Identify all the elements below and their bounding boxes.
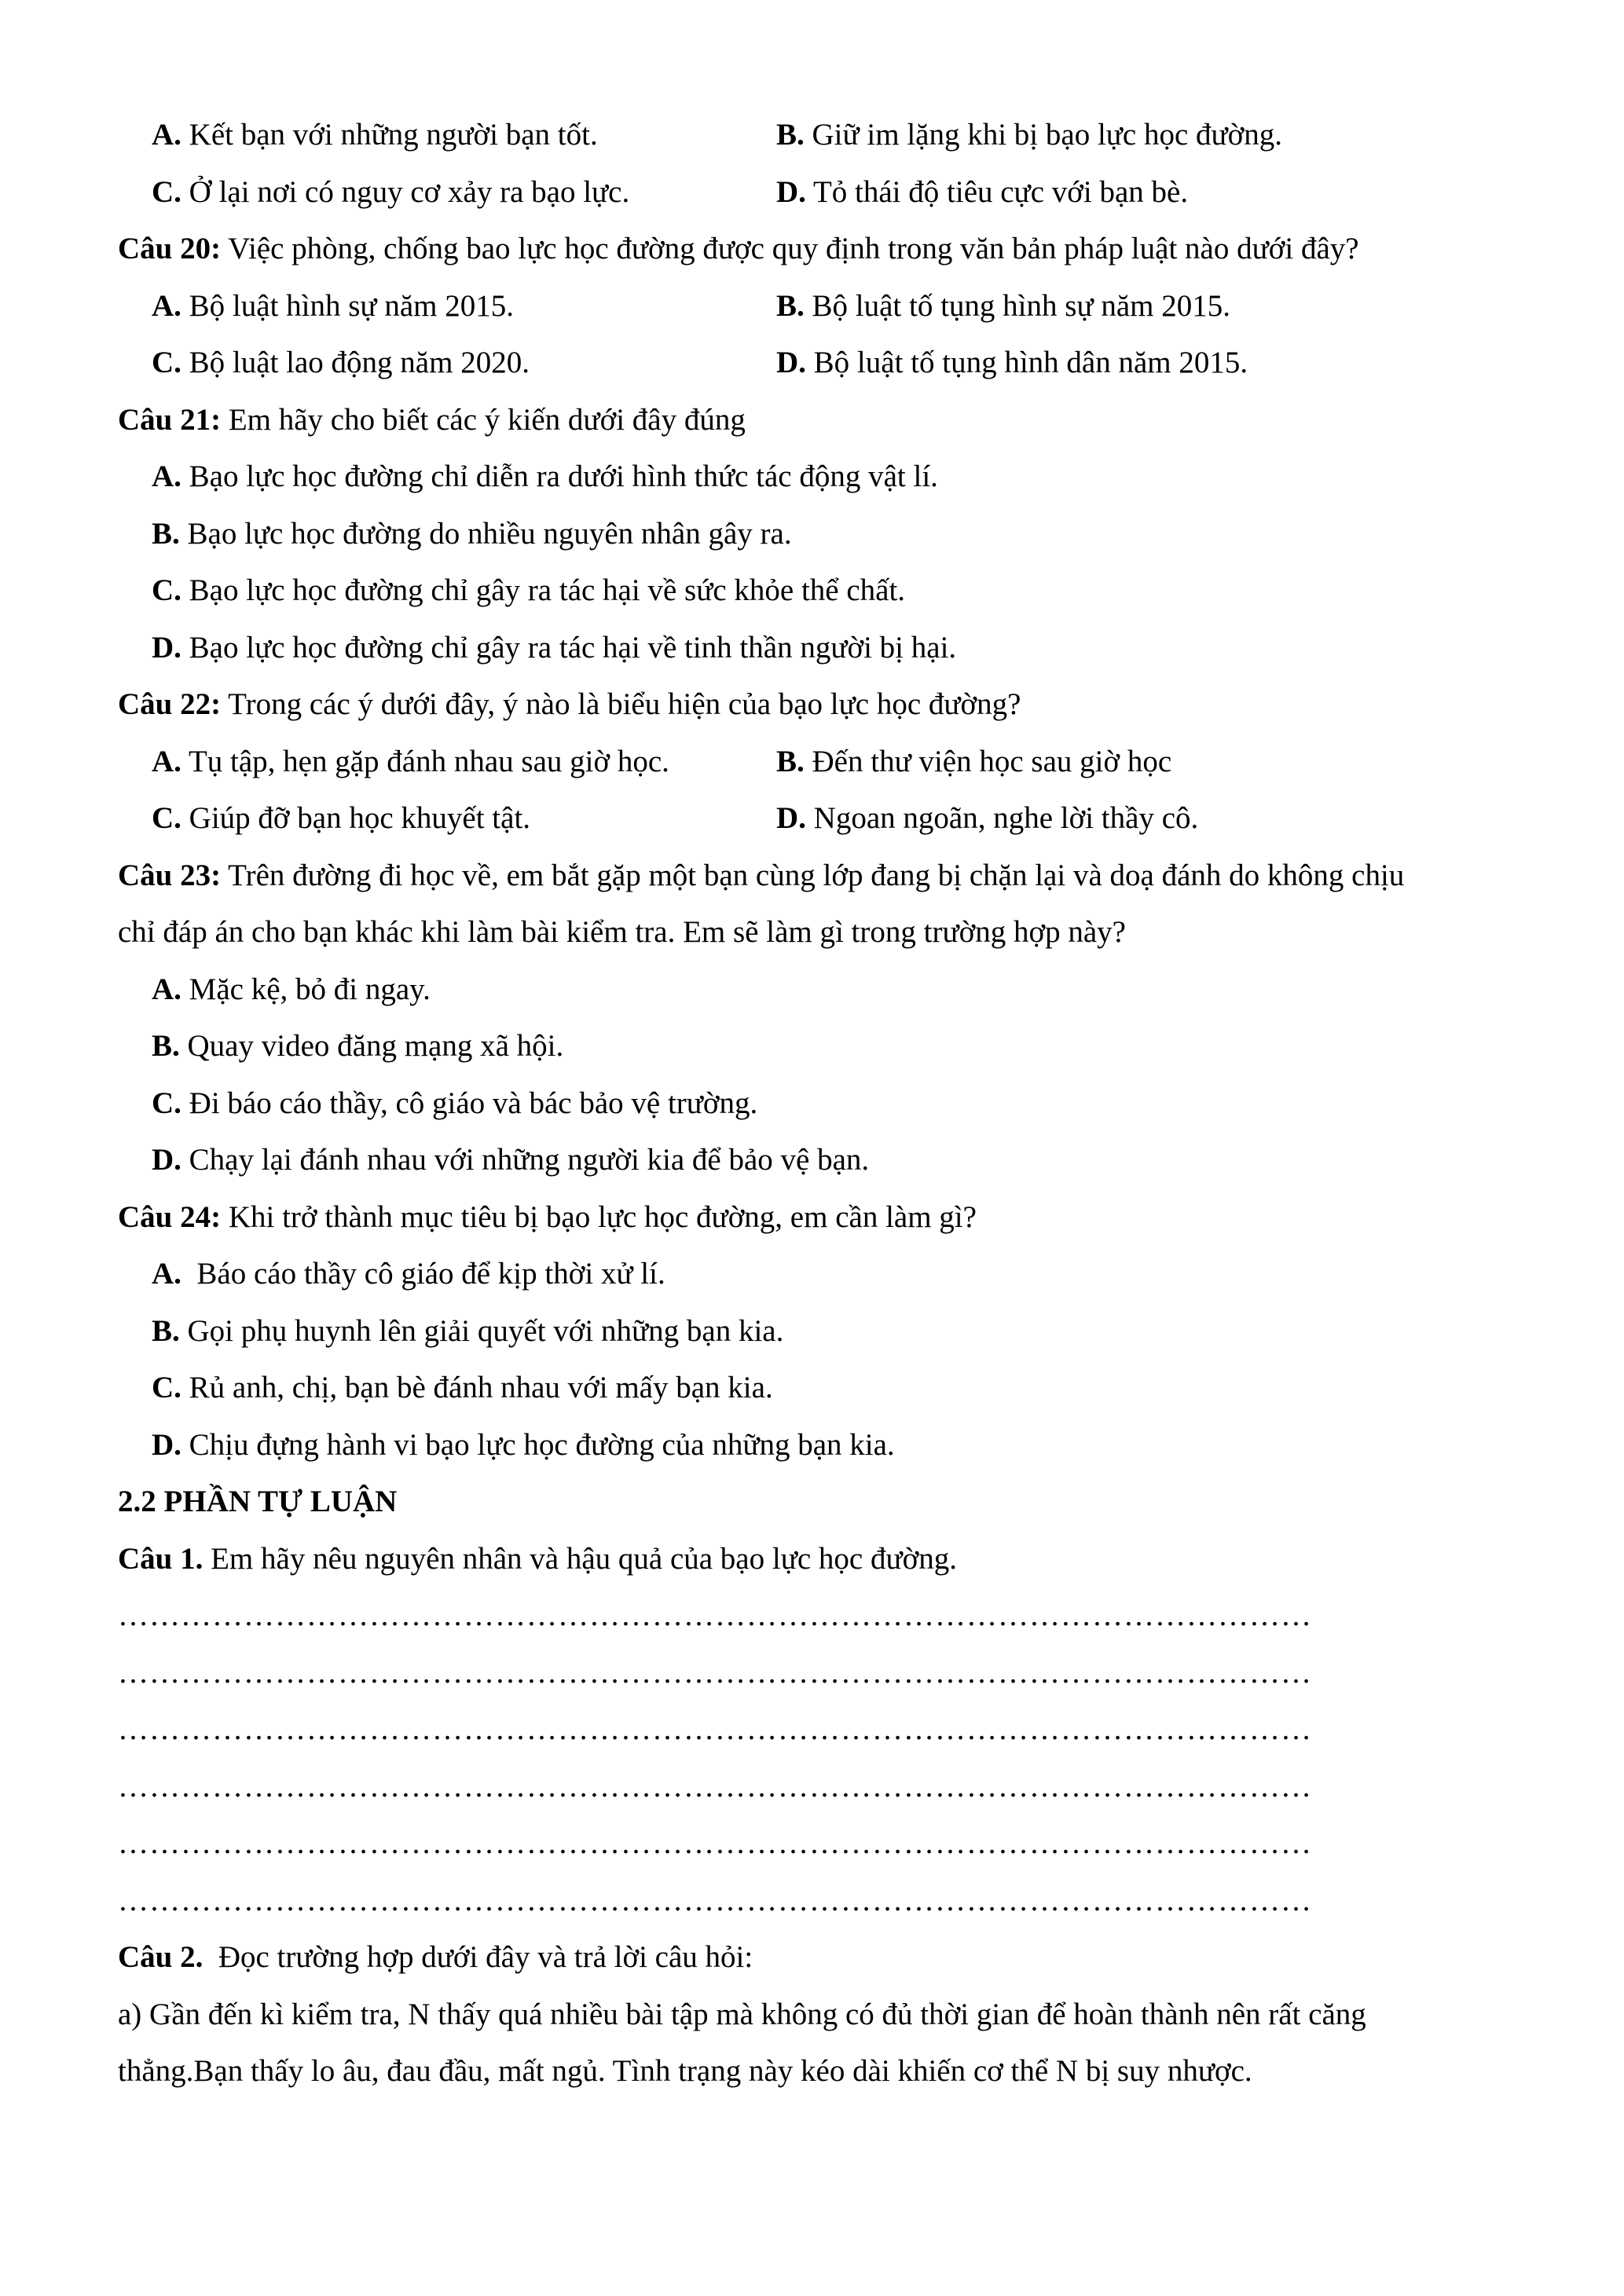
option-a: A. Mặc kệ, bỏ đi ngay. <box>152 972 431 1006</box>
option-d: D. Bộ luật tố tụng hình dân năm 2015. <box>776 346 1248 379</box>
answer-line: …………………………………………………………………………………………………… <box>118 1884 1312 1917</box>
option-d: D. Tỏ thái độ tiêu cực với bạn bè. <box>776 175 1189 209</box>
option-d: D. Chịu đựng hành vi bạo lực học đường của những bạn kia. <box>152 1428 895 1462</box>
option-b: B. Bạo lực học đường do nhiều nguyên nhân gây ra. <box>152 517 792 551</box>
essay-paragraph-line-2: thẳng.Bạn thấy lo âu, đau đầu, mất ngủ. Tình trạng này kéo dài khiến cơ thể N bị suy nhược. <box>118 2054 1252 2088</box>
section-title: 2.2 PHẦN TỰ LUẬN <box>118 1485 398 1518</box>
option-a: A. Bạo lực học đường chỉ diễn ra dưới hình thức tác động vật lí. <box>152 460 938 493</box>
option-a: A. Bộ luật hình sự năm 2015. <box>152 289 514 323</box>
answer-line: …………………………………………………………………………………………………… <box>118 1770 1312 1803</box>
option-b: B. Giữ im lặng khi bị bạo lực học đường. <box>776 118 1283 152</box>
option-d: D. Chạy lại đánh nhau với những người kia để bảo vệ bạn. <box>152 1143 870 1177</box>
option-b: B. Gọi phụ huynh lên giải quyết với những bạn kia. <box>152 1314 784 1348</box>
option-a: A. Kết bạn với những người bạn tốt. <box>152 118 598 152</box>
option-c: C. Ở lại nơi có nguy cơ xảy ra bạo lực. <box>152 175 630 209</box>
option-c: C. Bạo lực học đường chỉ gây ra tác hại về sức khỏe thể chất. <box>152 573 906 607</box>
question-23: Câu 23: Trên đường đi học về, em bắt gặp một bạn cùng lớp đang bị chặn lại và doạ đánh do không chịu <box>118 859 1405 892</box>
option-c: C. Rủ anh, chị, bạn bè đánh nhau với mấy bạn kia. <box>152 1371 773 1404</box>
option-a: A. Báo cáo thầy cô giáo để kịp thời xử lí. <box>152 1257 665 1291</box>
option-b: B. Quay video đăng mạng xã hội. <box>152 1029 564 1063</box>
answer-line: …………………………………………………………………………………………………… <box>118 1712 1312 1746</box>
question-20: Câu 20: Việc phòng, chống bao lực học đường được quy định trong văn bản pháp luật nào dưới đây? <box>118 232 1359 265</box>
answer-line: …………………………………………………………………………………………………… <box>118 1826 1312 1860</box>
option-d: D. Ngoan ngoãn, nghe lời thầy cô. <box>776 801 1199 835</box>
option-c: C. Giúp đỡ bạn học khuyết tật. <box>152 801 531 835</box>
option-c: C. Bộ luật lao động năm 2020. <box>152 346 530 379</box>
question-23-continued: chỉ đáp án cho bạn khác khi làm bài kiểm tra. Em sẽ làm gì trong trường hợp này? <box>118 915 1126 949</box>
option-b: B. Đến thư viện học sau giờ học <box>776 745 1172 778</box>
essay-question-1: Câu 1. Em hãy nêu nguyên nhân và hậu quả của bạo lực học đường. <box>118 1542 957 1576</box>
question-21: Câu 21: Em hãy cho biết các ý kiến dưới đây đúng <box>118 403 746 437</box>
option-c: C. Đi báo cáo thầy, cô giáo và bác bảo vệ trường. <box>152 1086 758 1120</box>
question-24: Câu 24: Khi trở thành mục tiêu bị bạo lực học đường, em cần làm gì? <box>118 1200 977 1234</box>
answer-line: …………………………………………………………………………………………………… <box>118 1656 1312 1690</box>
option-a: A. Tụ tập, hẹn gặp đánh nhau sau giờ học. <box>152 745 669 778</box>
answer-line: …………………………………………………………………………………………………… <box>118 1598 1312 1632</box>
option-d: D. Bạo lực học đường chỉ gây ra tác hại về tinh thần người bị hại. <box>152 631 957 665</box>
option-b: B. Bộ luật tố tụng hình sự năm 2015. <box>776 289 1230 323</box>
essay-paragraph-line-1: a) Gần đến kì kiểm tra, N thấy quá nhiều bài tập mà không có đủ thời gian để hoàn thành nên rất căng <box>118 1998 1366 2031</box>
essay-question-2: Câu 2. Đọc trường hợp dưới đây và trả lời câu hỏi: <box>118 1940 753 1974</box>
question-22: Câu 22: Trong các ý dưới đây, ý nào là biểu hiện của bạo lực học đường? <box>118 687 1021 721</box>
